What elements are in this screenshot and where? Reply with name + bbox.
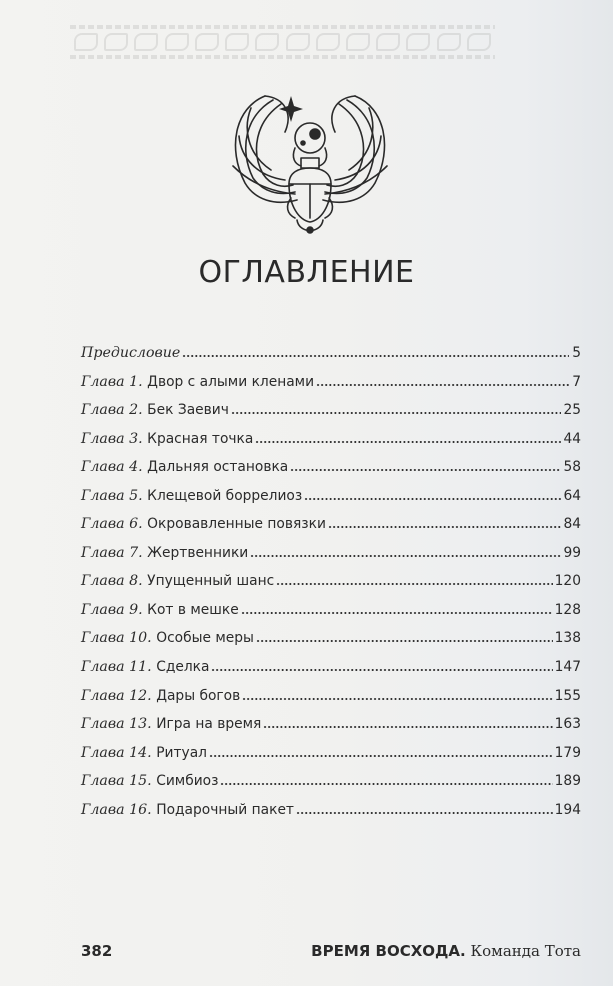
toc-entry-title: Окровавленные повязки bbox=[147, 516, 326, 533]
dot-leader bbox=[296, 800, 553, 814]
toc-entry-label: Глава 8. bbox=[81, 573, 143, 590]
toc-entry-label: Глава 15. bbox=[81, 773, 152, 790]
toc-entry-title: Дальняя остановка bbox=[147, 459, 289, 476]
toc-entry-page: 25 bbox=[563, 402, 581, 419]
toc-entry-title: Двор с алыми кленами bbox=[147, 373, 315, 390]
toc-entry-title: Особые меры bbox=[156, 630, 254, 647]
page-title: ОГЛАВЛЕНИЕ bbox=[198, 255, 415, 290]
ornament-glyphs bbox=[70, 33, 495, 51]
toc-entry-chapter-6[interactable] bbox=[81, 514, 581, 543]
dot-leader bbox=[220, 771, 552, 785]
dot-leader bbox=[316, 372, 569, 386]
toc-entry-page: 44 bbox=[563, 430, 581, 447]
toc-entry-chapter-10[interactable] bbox=[81, 628, 581, 657]
toc-entry-page: 5 bbox=[572, 345, 581, 361]
toc-entry-title: Игра на время bbox=[156, 716, 262, 733]
toc-entry-page: 58 bbox=[563, 459, 581, 476]
toc-entry-label: Глава 12. bbox=[81, 687, 152, 704]
toc-entry-title: Клещевой боррелиоз bbox=[147, 487, 303, 504]
toc-entry-chapter-14[interactable] bbox=[81, 743, 581, 772]
toc-entry-chapter-16[interactable] bbox=[81, 800, 581, 829]
dot-leader bbox=[328, 514, 562, 528]
toc-entry-label: Глава 6. bbox=[81, 516, 143, 533]
toc-entry-page: 120 bbox=[554, 573, 581, 590]
series-title: ВРЕМЯ ВОСХОДА. bbox=[311, 942, 466, 960]
dot-leader bbox=[304, 486, 561, 500]
toc-entry-page: 64 bbox=[563, 487, 581, 504]
toc-entry-chapter-15[interactable] bbox=[81, 771, 581, 800]
toc-entry-page: 128 bbox=[554, 601, 581, 618]
toc-entry-page: 194 bbox=[554, 801, 581, 818]
toc-entry-chapter-13[interactable] bbox=[81, 714, 581, 743]
toc-entry-page: 147 bbox=[554, 659, 581, 676]
dot-leader bbox=[209, 743, 553, 757]
dot-leader bbox=[242, 686, 552, 700]
toc-entry-page: 99 bbox=[563, 544, 581, 561]
toc-entry-title: Сделка bbox=[156, 659, 210, 676]
table-of-contents bbox=[81, 343, 581, 828]
toc-entry-title: Дары богов bbox=[156, 687, 241, 704]
toc-entry-title: Красная точка bbox=[147, 430, 254, 447]
toc-entry-title: Подарочный пакет bbox=[156, 801, 294, 818]
dot-leader bbox=[276, 571, 552, 585]
toc-entry-chapter-2[interactable] bbox=[81, 400, 581, 429]
toc-entry-label: Глава 9. bbox=[81, 601, 143, 618]
running-head bbox=[311, 942, 581, 960]
dot-leader bbox=[250, 543, 561, 557]
toc-entry-chapter-12[interactable] bbox=[81, 686, 581, 715]
toc-entry-label: Глава 3. bbox=[81, 430, 143, 447]
toc-entry-label: Глава 1. bbox=[81, 373, 143, 390]
toc-entry-chapter-4[interactable] bbox=[81, 457, 581, 486]
ornament-border bbox=[70, 23, 495, 61]
toc-entry-label: Глава 10. bbox=[81, 630, 152, 647]
toc-entry-chapter-8[interactable] bbox=[81, 571, 581, 600]
page-footer bbox=[81, 942, 581, 960]
toc-entry-label: Глава 4. bbox=[81, 459, 143, 476]
toc-entry-label: Глава 7. bbox=[81, 544, 143, 561]
toc-entry-title: Жертвенники bbox=[147, 544, 249, 561]
toc-entry-title: Ритуал bbox=[156, 744, 207, 761]
toc-entry-label: Глава 2. bbox=[81, 402, 143, 419]
toc-entry-page: 155 bbox=[554, 687, 581, 704]
toc-entry-label: Глава 13. bbox=[81, 716, 152, 733]
ornament-rail-top bbox=[70, 25, 495, 29]
toc-entry-page: 7 bbox=[572, 373, 581, 390]
book-subtitle: Команда Тота bbox=[470, 942, 581, 960]
toc-entry-chapter-9[interactable] bbox=[81, 600, 581, 629]
dot-leader bbox=[263, 714, 552, 728]
dot-leader bbox=[255, 429, 561, 443]
toc-entry-label: Глава 14. bbox=[81, 744, 152, 761]
ornament-rail-bottom bbox=[70, 55, 495, 59]
toc-entry-chapter-1[interactable] bbox=[81, 372, 581, 401]
toc-entry-title: Упущенный шанс bbox=[147, 573, 275, 590]
toc-entry-label: Глава 11. bbox=[81, 659, 152, 676]
toc-entry-title: Симбиоз bbox=[156, 773, 219, 790]
toc-entry-title: Кот в мешке bbox=[147, 601, 239, 618]
dot-leader bbox=[290, 457, 561, 471]
dot-leader bbox=[182, 343, 569, 357]
dot-leader bbox=[231, 400, 562, 414]
toc-entry-preface[interactable] bbox=[81, 343, 581, 372]
winged-scarab-icon bbox=[225, 88, 395, 253]
dot-leader bbox=[256, 628, 553, 642]
toc-entry-page: 84 bbox=[563, 516, 581, 533]
toc-entry-title: Бек Заевич bbox=[147, 402, 229, 419]
toc-entry-chapter-11[interactable] bbox=[81, 657, 581, 686]
page-number: 382 bbox=[81, 942, 113, 960]
toc-entry-page: 138 bbox=[554, 630, 581, 647]
dot-leader bbox=[241, 600, 553, 614]
toc-entry-page: 179 bbox=[554, 744, 581, 761]
toc-entry-label: Глава 16. bbox=[81, 801, 152, 818]
toc-entry-label: Предисловие bbox=[81, 345, 181, 361]
toc-entry-chapter-3[interactable] bbox=[81, 429, 581, 458]
toc-entry-label: Глава 5. bbox=[81, 487, 143, 504]
dot-leader bbox=[211, 657, 552, 671]
toc-entry-chapter-7[interactable] bbox=[81, 543, 581, 572]
toc-entry-page: 163 bbox=[554, 716, 581, 733]
toc-entry-page: 189 bbox=[554, 773, 581, 790]
toc-entry-chapter-5[interactable] bbox=[81, 486, 581, 515]
